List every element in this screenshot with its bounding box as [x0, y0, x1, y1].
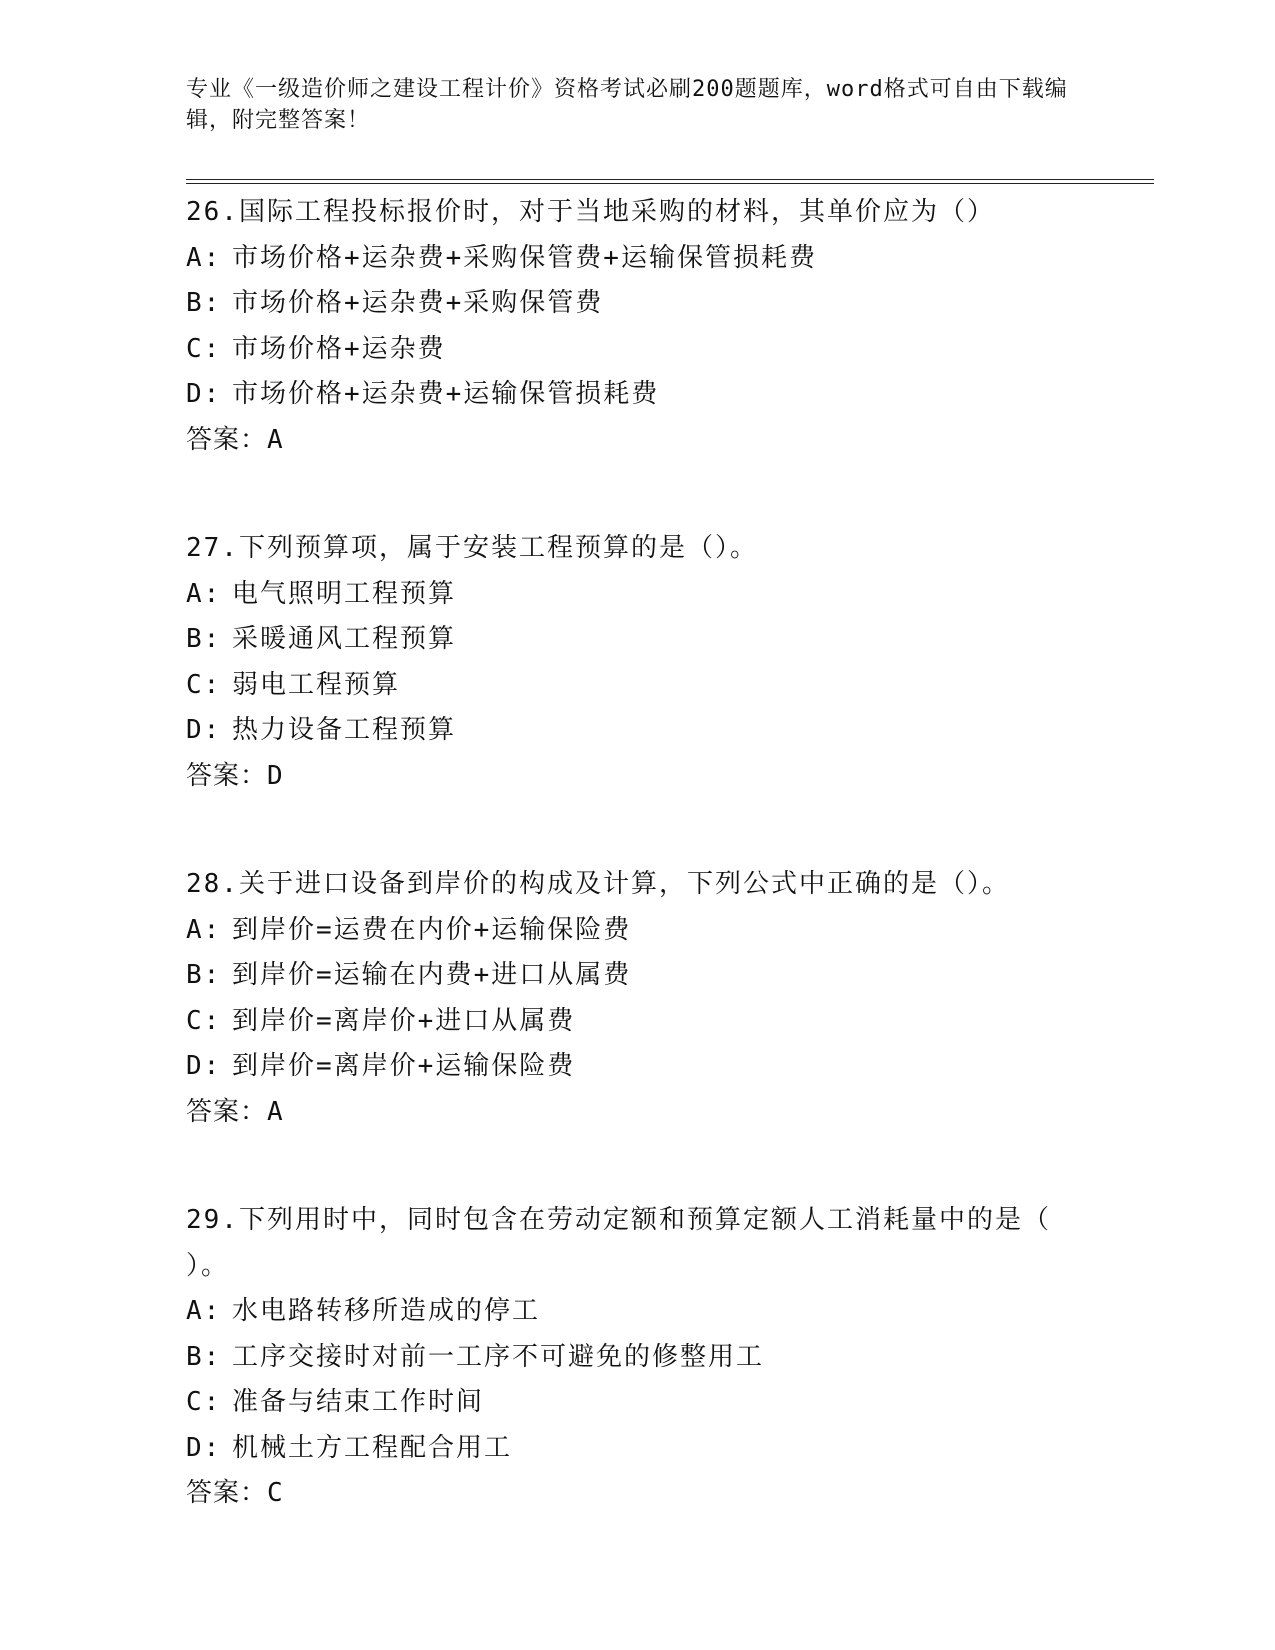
option-key: A:	[186, 1296, 222, 1326]
option-b	[186, 1335, 1086, 1381]
answer-label: 答案：	[186, 424, 268, 455]
option-key: D:	[186, 1051, 222, 1081]
option-text: 热力设备工程预算	[232, 715, 457, 745]
option-key: B:	[186, 624, 222, 654]
option-key: B:	[186, 288, 222, 318]
option-text: 电气照明工程预算	[232, 578, 457, 609]
option-text: 采暖通风工程预算	[232, 624, 457, 654]
option-c	[186, 327, 1086, 373]
question-stem-line-1: 29.下列用时中，同时包含在劳动定额和预算定额人工消耗量中的是（	[186, 1205, 1051, 1235]
option-text: 准备与结束工作时间	[232, 1387, 485, 1417]
option-b	[186, 281, 1086, 327]
answer-label: 答案：	[186, 1478, 268, 1508]
answer-label: 答案：	[186, 760, 268, 791]
option-text: 到岸价=离岸价+运输保险费	[232, 1051, 576, 1081]
answer	[186, 418, 1086, 464]
option-key: C:	[186, 1387, 222, 1417]
option-key: B:	[186, 960, 222, 990]
answer	[186, 754, 1086, 800]
option-key: C:	[186, 333, 222, 364]
option-a	[186, 908, 1086, 954]
answer	[186, 1471, 1086, 1517]
answer-label: 答案：	[186, 1096, 268, 1127]
option-c	[186, 999, 1086, 1045]
option-text: 机械土方工程配合用工	[232, 1432, 513, 1463]
answer-value: D	[267, 760, 284, 791]
question-stem: 28.关于进口设备到岸价的构成及计算，下列公式中正确的是（）。	[186, 869, 1010, 899]
option-a	[186, 236, 1086, 282]
option-key: D:	[186, 379, 222, 409]
header-divider-bottom	[186, 183, 1154, 184]
option-text: 市场价格+运杂费+运输保管损耗费	[232, 379, 660, 409]
option-key: D:	[186, 715, 222, 745]
question-27	[186, 526, 1086, 799]
question-stem: 27.下列预算项，属于安装工程预算的是（）。	[186, 533, 758, 563]
option-a	[186, 1289, 1086, 1335]
question-list	[186, 190, 1086, 1517]
option-text: 水电路转移所造成的停工	[232, 1296, 541, 1326]
option-b	[186, 617, 1086, 663]
option-text: 工序交接时对前一工序不可避免的修整用工	[232, 1341, 765, 1372]
option-text: 到岸价=运输在内费+进口从属费	[232, 960, 632, 990]
option-key: A:	[186, 242, 222, 273]
question-29	[186, 1198, 1086, 1517]
option-d	[186, 1044, 1086, 1090]
question-stem-line-2: ）。	[186, 1250, 230, 1281]
option-text: 市场价格+运杂费+采购保管费	[232, 288, 604, 318]
option-key: B:	[186, 1341, 222, 1372]
option-key: C:	[186, 669, 222, 700]
option-text: 到岸价=离岸价+进口从属费	[232, 1005, 576, 1036]
answer-value: A	[267, 1096, 284, 1127]
option-text: 到岸价=运费在内价+运输保险费	[232, 914, 632, 945]
option-key: C:	[186, 1005, 222, 1036]
question-stem: 26.国际工程投标报价时，对于当地采购的材料，其单价应为（）	[186, 197, 995, 227]
option-c	[186, 1380, 1086, 1426]
option-key: D:	[186, 1432, 222, 1463]
option-key: A:	[186, 578, 222, 609]
option-d	[186, 1426, 1086, 1472]
answer-value: A	[267, 424, 284, 455]
answer	[186, 1090, 1086, 1136]
option-d	[186, 708, 1086, 754]
option-key: A:	[186, 914, 222, 945]
option-a	[186, 572, 1086, 618]
question-26	[186, 190, 1086, 463]
document-header: 专业《一级造价师之建设工程计价》资格考试必刷200题题库，word格式可自由下载编辑，附完整答案！	[186, 77, 1068, 133]
option-d	[186, 372, 1086, 418]
option-text: 弱电工程预算	[232, 669, 401, 700]
answer-value: C	[267, 1478, 284, 1508]
option-text: 市场价格+运杂费	[232, 333, 446, 364]
question-28	[186, 862, 1086, 1135]
option-c	[186, 663, 1086, 709]
option-text: 市场价格+运杂费+采购保管费+运输保管损耗费	[232, 242, 817, 273]
option-b	[186, 953, 1086, 999]
header-divider-top	[186, 179, 1154, 180]
